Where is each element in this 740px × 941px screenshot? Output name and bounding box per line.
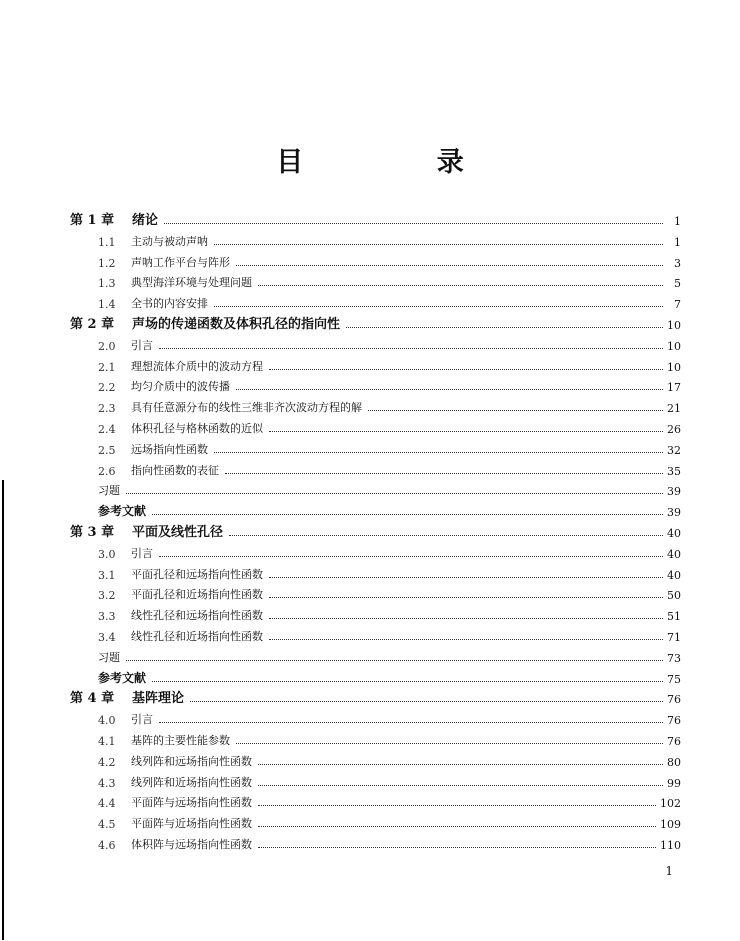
dot-leader: [229, 534, 663, 536]
dot-leader: [152, 680, 663, 682]
toc-entry-title: 全书的内容安排: [131, 297, 208, 311]
toc-entry-title: 平面及线性孔径: [132, 525, 224, 540]
page-number: 50: [667, 589, 681, 603]
page-number: 10: [667, 319, 681, 332]
section-number: 4.1: [98, 735, 116, 748]
section-number: 3.0: [98, 547, 116, 561]
toc-chapter-row[interactable]: [70, 208, 681, 228]
toc-section-row[interactable]: [98, 374, 681, 394]
section-number: 2.5: [98, 443, 116, 457]
dot-leader: [269, 596, 663, 598]
chapter-number: 第 3 章: [70, 525, 115, 540]
footer-page-number: 1: [665, 864, 673, 878]
page-number: 76: [667, 714, 681, 728]
page-number: 73: [667, 651, 681, 665]
toc-entry-title: 声场的传递函数及体积孔径的指向性: [132, 317, 341, 332]
dot-leader: [368, 409, 663, 411]
page-number: 40: [667, 527, 681, 540]
section-number: 2.0: [98, 339, 116, 353]
page-number: 5: [674, 277, 681, 291]
page-number: 3: [674, 256, 681, 270]
toc-section-row[interactable]: [98, 832, 681, 852]
page-number: 32: [667, 443, 681, 457]
toc-section-row[interactable]: [98, 749, 681, 769]
toc-entry-title: 理想流体介质中的波动方程: [131, 359, 263, 373]
page-number: 51: [667, 610, 681, 624]
toc-section-row[interactable]: [98, 437, 681, 457]
section-number: 4.6: [98, 839, 116, 852]
page-number: 40: [667, 568, 681, 582]
section-number: 3.1: [98, 568, 116, 582]
toc-entry-title: 体积阵与远场指向性函数: [131, 838, 252, 851]
section-number: 3.2: [98, 589, 116, 603]
section-number: 3.3: [98, 610, 116, 624]
toc-section-row[interactable]: [98, 770, 681, 790]
dot-leader: [269, 638, 663, 640]
dot-leader: [258, 846, 656, 848]
toc-entry-title: 均匀介质中的波传播: [131, 380, 230, 394]
chapter-number: 第 1 章: [70, 213, 115, 228]
page-number: 109: [660, 818, 681, 832]
toc-entry-title: 习题: [98, 484, 120, 498]
toc-entry-title: 平面孔径和远场指向性函数: [131, 567, 263, 581]
section-number: 3.4: [98, 631, 116, 644]
page-number: 71: [667, 631, 681, 644]
page-number: 75: [667, 672, 681, 686]
dot-leader: [346, 326, 663, 328]
section-number: 1.1: [98, 235, 116, 249]
dot-leader: [126, 659, 663, 661]
toc-section-row[interactable]: [98, 541, 681, 561]
page-number: 40: [667, 547, 681, 561]
dot-leader: [126, 492, 663, 494]
page-number: 110: [660, 839, 681, 852]
toc-exercises-row[interactable]: [98, 645, 681, 665]
toc-entry-title: 线列阵和远场指向性函数: [131, 754, 252, 768]
page-number: 1: [674, 215, 681, 228]
toc-entry-title: 主动与被动声呐: [131, 234, 208, 248]
toc-entry-title: 体积孔径与格林函数的近似: [131, 422, 263, 435]
toc-entry-title: 线列阵和近场指向性函数: [131, 775, 252, 789]
section-number: 1.3: [98, 277, 116, 291]
section-number: 4.3: [98, 776, 116, 790]
toc-entry-title: 平面孔径和近场指向性函数: [131, 588, 263, 602]
section-number: 2.3: [98, 402, 116, 416]
toc-entry-title: 平面阵与近场指向性函数: [131, 817, 252, 831]
dot-leader: [236, 264, 663, 266]
dot-leader: [190, 700, 663, 702]
toc-entry-title: 线性孔径和远场指向性函数: [131, 609, 263, 623]
dot-leader: [164, 222, 663, 224]
toc-entry-title: 基阵的主要性能参数: [131, 734, 230, 747]
toc-section-row[interactable]: [98, 354, 681, 374]
section-number: 2.1: [98, 360, 116, 374]
toc-section-row[interactable]: [98, 458, 681, 478]
toc-references-row[interactable]: [98, 499, 681, 519]
toc-section-row[interactable]: [98, 270, 681, 290]
toc-entry-title: 具有任意源分布的线性三维非齐次波动方程的解: [131, 401, 362, 415]
toc-entry-title: 基阵理论: [132, 691, 185, 707]
dot-leader: [269, 617, 663, 619]
toc-section-row[interactable]: [98, 624, 681, 644]
toc-entry-title: 典型海洋环境与处理问题: [131, 276, 252, 290]
toc-entry-title: 声呐工作平台与阵形: [131, 255, 230, 269]
toc-entry-title: 参考文献: [98, 670, 147, 685]
dot-leader: [258, 284, 663, 286]
page-number: 10: [667, 339, 681, 353]
scan-edge-line: [2, 480, 4, 940]
page-number: 7: [674, 298, 681, 312]
toc-entry-title: 远场指向性函数: [131, 442, 208, 456]
toc-section-row[interactable]: [98, 603, 681, 623]
dot-leader: [236, 742, 663, 744]
page-number: 76: [667, 735, 681, 748]
toc-section-row[interactable]: [98, 811, 681, 831]
toc-chapter-row[interactable]: [70, 686, 681, 706]
dot-leader: [152, 513, 663, 515]
toc-chapter-row[interactable]: [70, 312, 681, 332]
dot-leader: [159, 721, 663, 723]
page-number: 1: [674, 235, 681, 249]
toc-section-row[interactable]: [98, 416, 681, 436]
toc-section-row[interactable]: [98, 790, 681, 810]
page-number: 76: [667, 693, 681, 707]
toc-section-row[interactable]: [98, 562, 681, 582]
page-number: 10: [667, 360, 681, 374]
page-number: 102: [660, 797, 681, 811]
dot-leader: [214, 305, 663, 307]
toc-entry-title: 绪论: [132, 213, 159, 228]
toc-section-row[interactable]: [98, 707, 681, 727]
section-number: 4.5: [98, 818, 116, 832]
dot-leader: [159, 555, 663, 557]
page-number: 17: [667, 381, 681, 395]
section-number: 2.4: [98, 423, 116, 436]
toc-section-row[interactable]: [98, 229, 681, 249]
dot-leader: [236, 388, 663, 390]
toc-exercises-row[interactable]: [98, 478, 681, 498]
page-title: 目 录: [276, 147, 526, 178]
toc-entry-title: 引言: [131, 546, 153, 560]
toc-section-row[interactable]: [98, 250, 681, 270]
page-number: 39: [667, 506, 681, 520]
dot-leader: [258, 825, 656, 827]
toc-entry-title: 引言: [131, 713, 153, 727]
page-number: 21: [667, 402, 681, 416]
section-number: 4.0: [98, 714, 116, 728]
page-number: 39: [667, 485, 681, 499]
dot-leader: [269, 430, 663, 432]
page-number: 26: [667, 423, 681, 436]
toc-section-row[interactable]: [98, 291, 681, 311]
toc-entry-title: 参考文献: [98, 504, 147, 519]
chapter-number: 第 2 章: [70, 317, 115, 332]
dot-leader: [159, 347, 663, 349]
toc-section-row[interactable]: [98, 395, 681, 415]
section-number: 2.2: [98, 381, 116, 395]
dot-leader: [214, 451, 663, 453]
toc-entry-title: 平面阵与远场指向性函数: [131, 796, 252, 810]
dot-leader: [214, 243, 663, 245]
section-number: 2.6: [98, 464, 116, 478]
page-number: 99: [667, 776, 681, 790]
toc-entry-title: 引言: [131, 338, 153, 352]
dot-leader: [258, 763, 663, 765]
dot-leader: [225, 472, 663, 474]
toc-section-row[interactable]: [98, 582, 681, 602]
toc-references-row[interactable]: [98, 666, 681, 686]
toc-entry-title: 指向性函数的表征: [131, 463, 219, 477]
toc-entry-title: 线性孔径和近场指向性函数: [131, 630, 263, 643]
dot-leader: [269, 368, 663, 370]
section-number: 1.4: [98, 298, 116, 312]
section-number: 4.4: [98, 797, 116, 811]
dot-leader: [269, 576, 663, 578]
toc-chapter-row[interactable]: [70, 520, 681, 540]
page-number: 80: [667, 755, 681, 769]
page-number: 35: [667, 464, 681, 478]
chapter-number: 第 4 章: [70, 691, 115, 707]
dot-leader: [258, 804, 656, 806]
dot-leader: [258, 784, 663, 786]
toc-section-row[interactable]: [98, 333, 681, 353]
section-number: 1.2: [98, 256, 116, 270]
toc-section-row[interactable]: [98, 728, 681, 748]
toc-entry-title: 习题: [98, 650, 120, 664]
section-number: 4.2: [98, 755, 116, 769]
